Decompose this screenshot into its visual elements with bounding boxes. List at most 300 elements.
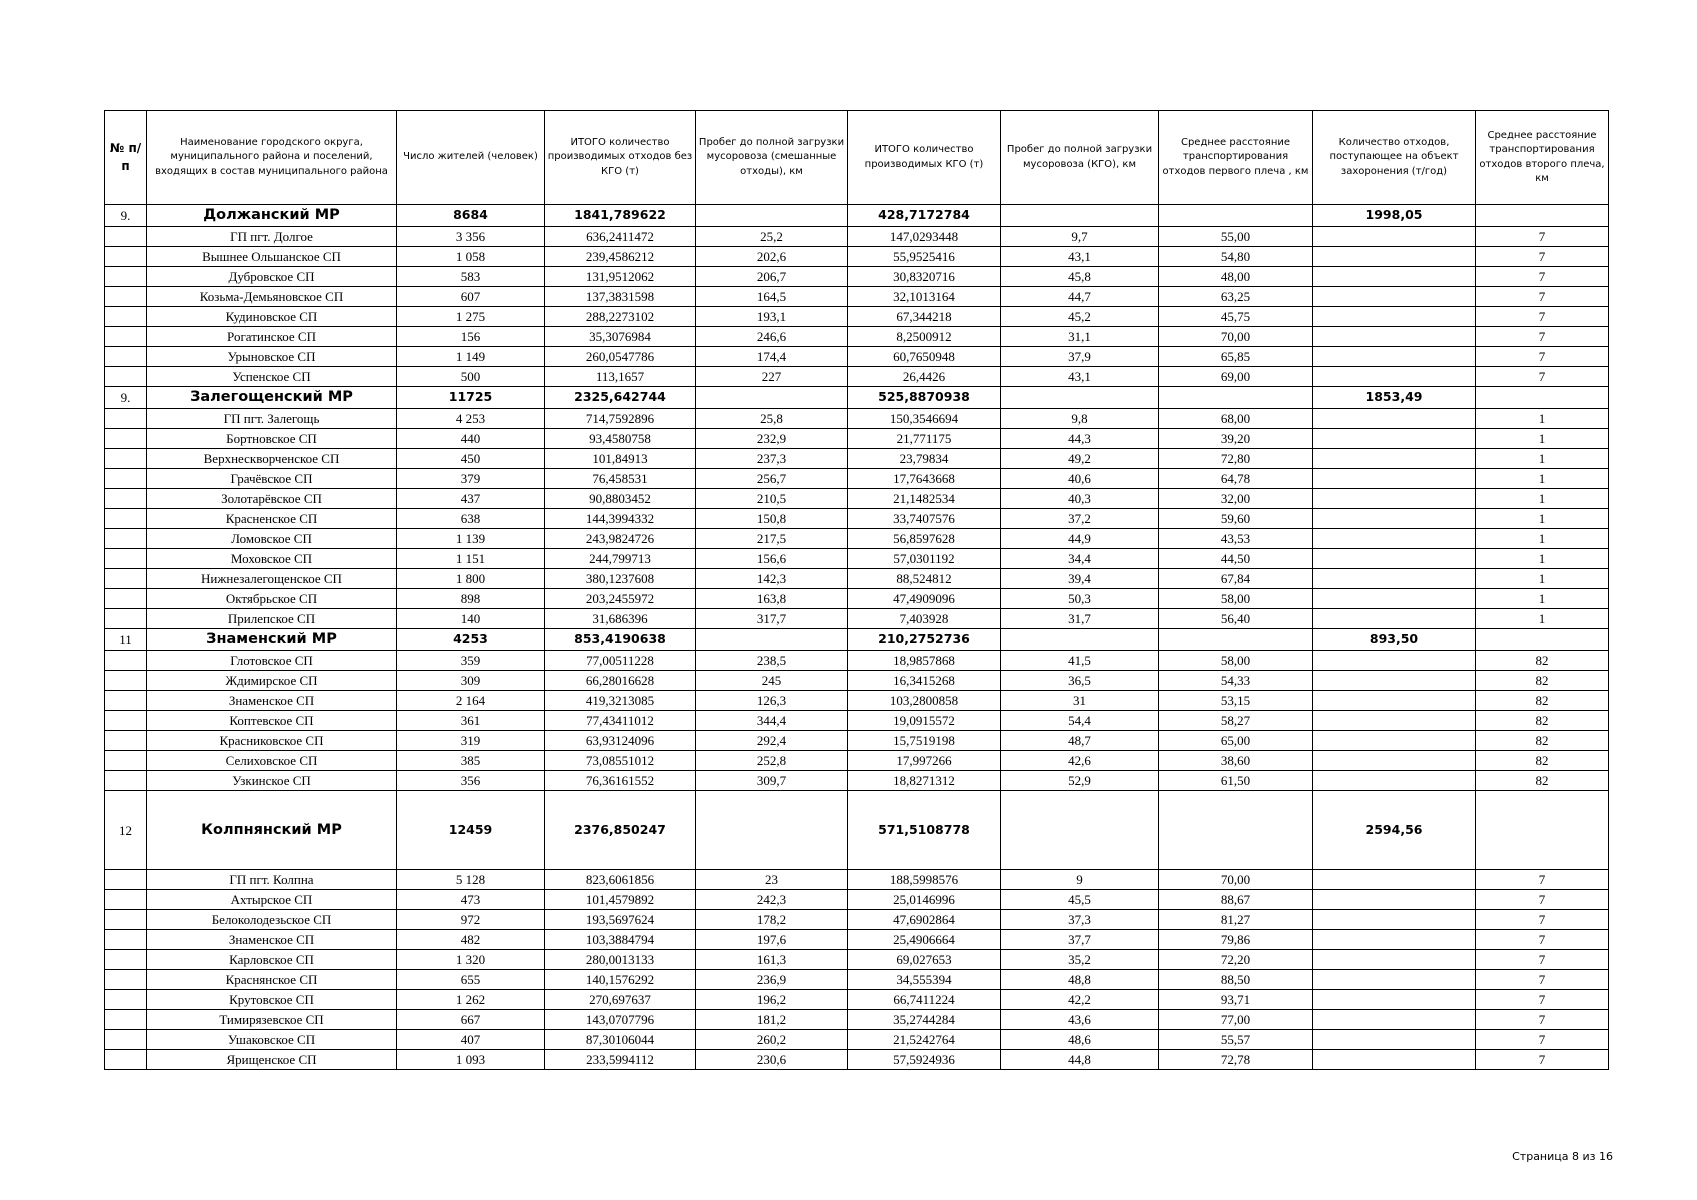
cell-landfill-amount [1313, 247, 1476, 267]
cell-first-leg-distance: 61,50 [1159, 771, 1313, 791]
cell-kgo-total: 47,6902864 [848, 910, 1001, 930]
settlement-row [105, 1030, 1609, 1050]
cell-population: 361 [397, 711, 545, 731]
cell-population: 140 [397, 609, 545, 629]
settlement-row [105, 267, 1609, 287]
header-mileage-mixed: Пробег до полной загрузки мусоровоза (смешанные отходы), км [696, 111, 848, 205]
settlement-row [105, 287, 1609, 307]
cell-population: 638 [397, 509, 545, 529]
settlement-row [105, 409, 1609, 429]
cell-kgo-total: 150,3546694 [848, 409, 1001, 429]
cell-row-number [105, 307, 147, 327]
cell-row-number [105, 589, 147, 609]
settlement-row [105, 950, 1609, 970]
cell-row-number [105, 469, 147, 489]
cell-first-leg-distance [1159, 205, 1313, 227]
settlement-row [105, 671, 1609, 691]
cell-mileage-mixed: 163,8 [696, 589, 848, 609]
cell-mileage-mixed: 142,3 [696, 569, 848, 589]
cell-landfill-amount [1313, 287, 1476, 307]
cell-kgo-total: 35,2744284 [848, 1010, 1001, 1030]
settlement-row [105, 751, 1609, 771]
cell-settlement-name: Кудиновское СП [147, 307, 397, 327]
cell-settlement-name: Колпнянский МР [147, 791, 397, 870]
cell-mileage-kgo: 36,5 [1001, 671, 1159, 691]
cell-population: 607 [397, 287, 545, 307]
cell-first-leg-distance: 43,53 [1159, 529, 1313, 549]
cell-first-leg-distance: 65,00 [1159, 731, 1313, 751]
cell-first-leg-distance: 59,60 [1159, 509, 1313, 529]
cell-row-number [105, 509, 147, 529]
cell-row-number [105, 609, 147, 629]
cell-kgo-total: 15,7519198 [848, 731, 1001, 751]
cell-kgo-total: 57,5924936 [848, 1050, 1001, 1070]
cell-mileage-kgo: 43,1 [1001, 247, 1159, 267]
cell-mileage-kgo: 31,1 [1001, 327, 1159, 347]
cell-first-leg-distance: 54,80 [1159, 247, 1313, 267]
cell-row-number [105, 950, 147, 970]
cell-landfill-amount [1313, 529, 1476, 549]
cell-kgo-total: 67,344218 [848, 307, 1001, 327]
cell-row-number [105, 549, 147, 569]
cell-population: 1 275 [397, 307, 545, 327]
cell-first-leg-distance: 72,20 [1159, 950, 1313, 970]
cell-landfill-amount [1313, 489, 1476, 509]
cell-row-number [105, 367, 147, 387]
header-landfill-amount: Количество отходов, поступающее на объект захоронения (т/год) [1313, 111, 1476, 205]
cell-waste-total: 419,3213085 [545, 691, 696, 711]
cell-waste-total: 2376,850247 [545, 791, 696, 870]
cell-second-leg-distance: 1 [1476, 589, 1609, 609]
settlement-row [105, 651, 1609, 671]
cell-waste-total: 714,7592896 [545, 409, 696, 429]
cell-kgo-total: 18,8271312 [848, 771, 1001, 791]
cell-mileage-kgo: 37,9 [1001, 347, 1159, 367]
cell-mileage-mixed: 150,8 [696, 509, 848, 529]
cell-mileage-mixed: 23 [696, 870, 848, 890]
cell-landfill-amount [1313, 409, 1476, 429]
cell-first-leg-distance: 56,40 [1159, 609, 1313, 629]
cell-waste-total: 63,93124096 [545, 731, 696, 751]
cell-second-leg-distance: 82 [1476, 711, 1609, 731]
cell-kgo-total: 60,7650948 [848, 347, 1001, 367]
cell-second-leg-distance: 7 [1476, 347, 1609, 367]
cell-mileage-kgo: 37,7 [1001, 930, 1159, 950]
cell-second-leg-distance: 82 [1476, 651, 1609, 671]
cell-waste-total: 131,9512062 [545, 267, 696, 287]
cell-settlement-name: Глотовское СП [147, 651, 397, 671]
cell-mileage-mixed: 256,7 [696, 469, 848, 489]
cell-row-number [105, 970, 147, 990]
cell-second-leg-distance: 7 [1476, 367, 1609, 387]
settlement-row [105, 1010, 1609, 1030]
header-name: Наименование городского округа, муниципального района и поселений, входящих в состав муниципального района [147, 111, 397, 205]
cell-row-number [105, 1030, 147, 1050]
cell-second-leg-distance: 7 [1476, 870, 1609, 890]
cell-settlement-name: Вышнее Ольшанское СП [147, 247, 397, 267]
table-header [105, 111, 1609, 205]
cell-population: 5 128 [397, 870, 545, 890]
cell-landfill-amount [1313, 549, 1476, 569]
cell-population: 3 356 [397, 227, 545, 247]
cell-second-leg-distance: 7 [1476, 227, 1609, 247]
cell-first-leg-distance: 67,84 [1159, 569, 1313, 589]
cell-second-leg-distance: 1 [1476, 469, 1609, 489]
cell-settlement-name: Моховское СП [147, 549, 397, 569]
cell-mileage-mixed [696, 791, 848, 870]
cell-landfill-amount [1313, 569, 1476, 589]
cell-kgo-total: 34,555394 [848, 970, 1001, 990]
cell-waste-total: 76,36161552 [545, 771, 696, 791]
cell-first-leg-distance: 72,80 [1159, 449, 1313, 469]
cell-row-number [105, 347, 147, 367]
cell-waste-total: 87,30106044 [545, 1030, 696, 1050]
cell-mileage-mixed: 202,6 [696, 247, 848, 267]
cell-mileage-kgo: 39,4 [1001, 569, 1159, 589]
cell-mileage-mixed: 230,6 [696, 1050, 848, 1070]
cell-kgo-total: 7,403928 [848, 609, 1001, 629]
cell-mileage-kgo: 31 [1001, 691, 1159, 711]
settlement-row [105, 609, 1609, 629]
cell-mileage-mixed [696, 629, 848, 651]
district-row [105, 387, 1609, 409]
cell-kgo-total: 428,7172784 [848, 205, 1001, 227]
cell-waste-total: 101,4579892 [545, 890, 696, 910]
cell-population: 450 [397, 449, 545, 469]
cell-kgo-total: 17,7643668 [848, 469, 1001, 489]
cell-second-leg-distance: 82 [1476, 771, 1609, 791]
cell-waste-total: 243,9824726 [545, 529, 696, 549]
cell-landfill-amount [1313, 429, 1476, 449]
cell-settlement-name: Урыновское СП [147, 347, 397, 367]
cell-mileage-kgo: 37,2 [1001, 509, 1159, 529]
cell-population: 440 [397, 429, 545, 449]
cell-landfill-amount: 1998,05 [1313, 205, 1476, 227]
settlement-row [105, 970, 1609, 990]
cell-mileage-mixed: 237,3 [696, 449, 848, 469]
cell-mileage-mixed: 197,6 [696, 930, 848, 950]
cell-second-leg-distance: 1 [1476, 609, 1609, 629]
cell-row-number [105, 691, 147, 711]
settlement-row [105, 589, 1609, 609]
cell-settlement-name: Селиховское СП [147, 751, 397, 771]
cell-mileage-mixed: 174,4 [696, 347, 848, 367]
cell-kgo-total: 210,2752736 [848, 629, 1001, 651]
cell-kgo-total: 147,0293448 [848, 227, 1001, 247]
cell-kgo-total: 33,7407576 [848, 509, 1001, 529]
district-row [105, 205, 1609, 227]
settlement-row [105, 731, 1609, 751]
cell-kgo-total: 16,3415268 [848, 671, 1001, 691]
cell-row-number: 12 [105, 791, 147, 870]
cell-first-leg-distance: 39,20 [1159, 429, 1313, 449]
cell-second-leg-distance: 7 [1476, 990, 1609, 1010]
header-number: № п/п [105, 111, 147, 205]
cell-settlement-name: Рогатинское СП [147, 327, 397, 347]
cell-mileage-mixed: 217,5 [696, 529, 848, 549]
settlement-row [105, 367, 1609, 387]
cell-mileage-mixed: 164,5 [696, 287, 848, 307]
header-population: Число жителей (человек) [397, 111, 545, 205]
cell-row-number: 9. [105, 205, 147, 227]
cell-row-number [105, 569, 147, 589]
cell-landfill-amount [1313, 731, 1476, 751]
cell-kgo-total: 88,524812 [848, 569, 1001, 589]
cell-population: 2 164 [397, 691, 545, 711]
cell-waste-total: 636,2411472 [545, 227, 696, 247]
cell-waste-total: 137,3831598 [545, 287, 696, 307]
cell-population: 309 [397, 671, 545, 691]
cell-first-leg-distance: 53,15 [1159, 691, 1313, 711]
cell-row-number [105, 711, 147, 731]
cell-waste-total: 77,00511228 [545, 651, 696, 671]
cell-row-number [105, 671, 147, 691]
cell-landfill-amount [1313, 930, 1476, 950]
cell-waste-total: 66,28016628 [545, 671, 696, 691]
cell-second-leg-distance: 1 [1476, 569, 1609, 589]
cell-population: 1 058 [397, 247, 545, 267]
cell-mileage-kgo: 45,8 [1001, 267, 1159, 287]
cell-settlement-name: Ярищенское СП [147, 1050, 397, 1070]
cell-second-leg-distance: 7 [1476, 1030, 1609, 1050]
cell-landfill-amount [1313, 1050, 1476, 1070]
cell-kgo-total: 525,8870938 [848, 387, 1001, 409]
cell-second-leg-distance [1476, 629, 1609, 651]
cell-mileage-kgo [1001, 387, 1159, 409]
cell-population: 667 [397, 1010, 545, 1030]
header-kgo-total: ИТОГО количество производимых КГО (т) [848, 111, 1001, 205]
cell-population: 1 093 [397, 1050, 545, 1070]
cell-mileage-mixed: 25,2 [696, 227, 848, 247]
cell-settlement-name: Красненское СП [147, 509, 397, 529]
cell-row-number: 9. [105, 387, 147, 409]
cell-population: 1 800 [397, 569, 545, 589]
cell-mileage-kgo: 42,6 [1001, 751, 1159, 771]
cell-kgo-total: 21,5242764 [848, 1030, 1001, 1050]
cell-settlement-name: Знаменский МР [147, 629, 397, 651]
cell-waste-total: 823,6061856 [545, 870, 696, 890]
cell-second-leg-distance: 7 [1476, 327, 1609, 347]
cell-waste-total: 140,1576292 [545, 970, 696, 990]
cell-mileage-kgo: 9,7 [1001, 227, 1159, 247]
cell-settlement-name: ГП пгт. Колпна [147, 870, 397, 890]
cell-row-number [105, 287, 147, 307]
cell-mileage-kgo: 31,7 [1001, 609, 1159, 629]
cell-first-leg-distance: 63,25 [1159, 287, 1313, 307]
cell-landfill-amount [1313, 347, 1476, 367]
cell-second-leg-distance: 7 [1476, 910, 1609, 930]
cell-waste-total: 244,799713 [545, 549, 696, 569]
cell-mileage-mixed: 210,5 [696, 489, 848, 509]
cell-landfill-amount [1313, 990, 1476, 1010]
cell-waste-total: 203,2455972 [545, 589, 696, 609]
cell-first-leg-distance: 72,78 [1159, 1050, 1313, 1070]
cell-kgo-total: 21,1482534 [848, 489, 1001, 509]
cell-first-leg-distance: 45,75 [1159, 307, 1313, 327]
cell-mileage-mixed: 309,7 [696, 771, 848, 791]
cell-waste-total: 93,4580758 [545, 429, 696, 449]
cell-second-leg-distance: 7 [1476, 970, 1609, 990]
cell-settlement-name: Коптевское СП [147, 711, 397, 731]
settlement-row [105, 347, 1609, 367]
settlement-row [105, 569, 1609, 589]
cell-first-leg-distance: 93,71 [1159, 990, 1313, 1010]
cell-settlement-name: Белоколодезьское СП [147, 910, 397, 930]
cell-kgo-total: 17,997266 [848, 751, 1001, 771]
cell-settlement-name: Ахтырское СП [147, 890, 397, 910]
cell-landfill-amount [1313, 890, 1476, 910]
cell-population: 583 [397, 267, 545, 287]
cell-first-leg-distance: 32,00 [1159, 489, 1313, 509]
cell-second-leg-distance: 7 [1476, 287, 1609, 307]
cell-mileage-kgo: 40,6 [1001, 469, 1159, 489]
cell-population: 655 [397, 970, 545, 990]
cell-first-leg-distance: 88,67 [1159, 890, 1313, 910]
settlement-row [105, 307, 1609, 327]
settlement-row [105, 711, 1609, 731]
header-second-leg-distance: Среднее расстояние транспортирования отходов второго плеча, км [1476, 111, 1609, 205]
cell-second-leg-distance: 82 [1476, 751, 1609, 771]
cell-mileage-mixed: 238,5 [696, 651, 848, 671]
cell-second-leg-distance: 7 [1476, 890, 1609, 910]
cell-mileage-kgo: 43,6 [1001, 1010, 1159, 1030]
cell-waste-total: 853,4190638 [545, 629, 696, 651]
cell-second-leg-distance: 7 [1476, 1010, 1609, 1030]
cell-waste-total: 77,43411012 [545, 711, 696, 731]
cell-first-leg-distance: 64,78 [1159, 469, 1313, 489]
cell-population: 8684 [397, 205, 545, 227]
cell-kgo-total: 571,5108778 [848, 791, 1001, 870]
cell-population: 319 [397, 731, 545, 751]
cell-second-leg-distance [1476, 205, 1609, 227]
cell-settlement-name: Октябрьское СП [147, 589, 397, 609]
cell-kgo-total: 47,4909096 [848, 589, 1001, 609]
cell-population: 1 262 [397, 990, 545, 1010]
settlement-row [105, 469, 1609, 489]
cell-mileage-kgo: 9,8 [1001, 409, 1159, 429]
cell-row-number [105, 449, 147, 469]
cell-waste-total: 113,1657 [545, 367, 696, 387]
cell-mileage-kgo: 48,6 [1001, 1030, 1159, 1050]
cell-row-number [105, 227, 147, 247]
cell-population: 359 [397, 651, 545, 671]
cell-mileage-mixed: 260,2 [696, 1030, 848, 1050]
cell-mileage-kgo: 54,4 [1001, 711, 1159, 731]
cell-waste-total: 233,5994112 [545, 1050, 696, 1070]
cell-kgo-total: 25,0146996 [848, 890, 1001, 910]
cell-first-leg-distance: 69,00 [1159, 367, 1313, 387]
cell-second-leg-distance [1476, 387, 1609, 409]
cell-first-leg-distance: 48,00 [1159, 267, 1313, 287]
cell-settlement-name: Успенское СП [147, 367, 397, 387]
cell-mileage-mixed: 245 [696, 671, 848, 691]
cell-waste-total: 288,2273102 [545, 307, 696, 327]
cell-population: 156 [397, 327, 545, 347]
cell-second-leg-distance [1476, 791, 1609, 870]
cell-mileage-kgo: 9 [1001, 870, 1159, 890]
page-number: Страница 8 из 16 [1512, 1150, 1613, 1163]
cell-landfill-amount: 893,50 [1313, 629, 1476, 651]
cell-mileage-mixed: 227 [696, 367, 848, 387]
cell-mileage-mixed: 236,9 [696, 970, 848, 990]
cell-second-leg-distance: 7 [1476, 950, 1609, 970]
cell-kgo-total: 26,4426 [848, 367, 1001, 387]
cell-row-number [105, 1010, 147, 1030]
cell-mileage-mixed: 181,2 [696, 1010, 848, 1030]
cell-waste-total: 101,84913 [545, 449, 696, 469]
settlement-row [105, 449, 1609, 469]
cell-kgo-total: 18,9857868 [848, 651, 1001, 671]
cell-mileage-kgo [1001, 629, 1159, 651]
cell-waste-total: 35,3076984 [545, 327, 696, 347]
cell-landfill-amount [1313, 910, 1476, 930]
cell-settlement-name: Знаменское СП [147, 691, 397, 711]
cell-waste-total: 270,697637 [545, 990, 696, 1010]
cell-landfill-amount: 2594,56 [1313, 791, 1476, 870]
cell-landfill-amount [1313, 589, 1476, 609]
cell-second-leg-distance: 1 [1476, 449, 1609, 469]
cell-first-leg-distance: 70,00 [1159, 870, 1313, 890]
cell-kgo-total: 56,8597628 [848, 529, 1001, 549]
cell-mileage-kgo: 42,2 [1001, 990, 1159, 1010]
cell-landfill-amount [1313, 469, 1476, 489]
cell-settlement-name: ГП пгт. Залегощь [147, 409, 397, 429]
header-mileage-kgo: Пробег до полной загрузки мусоровоза (КГО), км [1001, 111, 1159, 205]
cell-population: 379 [397, 469, 545, 489]
cell-second-leg-distance: 1 [1476, 529, 1609, 549]
settlement-row [105, 327, 1609, 347]
cell-mileage-mixed [696, 205, 848, 227]
cell-landfill-amount [1313, 870, 1476, 890]
cell-second-leg-distance: 7 [1476, 1050, 1609, 1070]
cell-mileage-kgo: 44,8 [1001, 1050, 1159, 1070]
cell-mileage-mixed: 196,2 [696, 990, 848, 1010]
cell-row-number [105, 731, 147, 751]
settlement-row [105, 910, 1609, 930]
cell-first-leg-distance [1159, 387, 1313, 409]
cell-row-number [105, 910, 147, 930]
cell-settlement-name: Нижнезалегощенское СП [147, 569, 397, 589]
cell-kgo-total: 69,027653 [848, 950, 1001, 970]
cell-settlement-name: Ушаковское СП [147, 1030, 397, 1050]
cell-population: 385 [397, 751, 545, 771]
cell-second-leg-distance: 1 [1476, 429, 1609, 449]
cell-second-leg-distance: 1 [1476, 489, 1609, 509]
cell-population: 407 [397, 1030, 545, 1050]
cell-row-number [105, 890, 147, 910]
cell-population: 898 [397, 589, 545, 609]
cell-landfill-amount [1313, 970, 1476, 990]
cell-mileage-kgo: 44,3 [1001, 429, 1159, 449]
cell-population: 972 [397, 910, 545, 930]
cell-mileage-kgo: 48,8 [1001, 970, 1159, 990]
cell-mileage-mixed: 344,4 [696, 711, 848, 731]
cell-population: 4 253 [397, 409, 545, 429]
cell-mileage-kgo: 44,7 [1001, 287, 1159, 307]
cell-row-number [105, 870, 147, 890]
cell-settlement-name: Бортновское СП [147, 429, 397, 449]
cell-first-leg-distance: 88,50 [1159, 970, 1313, 990]
cell-second-leg-distance: 7 [1476, 247, 1609, 267]
cell-landfill-amount [1313, 307, 1476, 327]
cell-settlement-name: Верхнескворченское СП [147, 449, 397, 469]
cell-second-leg-distance: 1 [1476, 509, 1609, 529]
cell-first-leg-distance: 38,60 [1159, 751, 1313, 771]
cell-waste-total: 280,0013133 [545, 950, 696, 970]
settlement-row [105, 870, 1609, 890]
cell-waste-total: 76,458531 [545, 469, 696, 489]
cell-kgo-total: 25,4906664 [848, 930, 1001, 950]
